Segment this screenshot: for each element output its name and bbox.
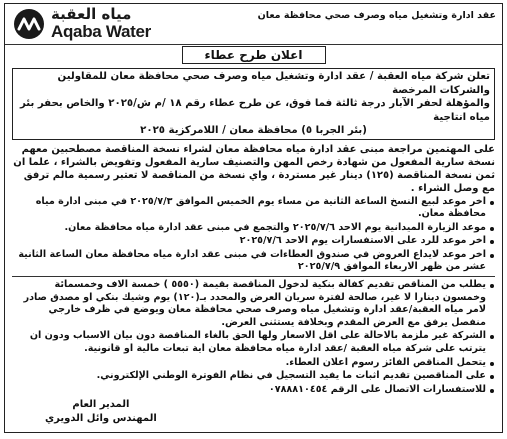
intro-box <box>12 68 495 140</box>
divider <box>12 276 495 277</box>
aqaba-water-logo-icon <box>13 8 45 40</box>
list-item: يتحمل المناقص الفائز رسوم اعلان العطاء. <box>12 357 495 370</box>
signature-block <box>45 398 157 426</box>
ad-title: اعلان طرح عطاء <box>182 46 326 64</box>
list-item: اخر موعد لبيع النسخ الساعة الثانية من مساء يوم الخميس الموافق ٢٠٢٥/٧/٣ في مبنى ادارة مياه محافظة معان. <box>12 196 495 221</box>
header <box>5 4 502 44</box>
list-item: اخر موعد للرد على الاستفسارات يوم الاحد ٢٠٢٥/٧/٦ <box>12 235 495 248</box>
intro-line-2: والمؤهلة لحفر الآبار درجة ثالثة فما فوق، عن طرح عطاء رقم ١٨ /م ش/٢٠٢٥ والخاص بحفر بئر مياه انتاجية <box>19 98 490 123</box>
list-item: موعد الزيارة الميدانية يوم الاحد ٢٠٢٥/٧/٦ والتجمع في مبنى عقد ادارة مياه محافظة معان. <box>12 222 495 235</box>
instructions-paragraph: على المهتمين مراجعة مبنى عقد ادارة مياه محافظة معان لشراء نسخة المناقصة مصطحبين معهم نسخة سارية المفعول من شهادة رخص المهن والتصنيف سارية المفعول وتفويض بالشراء ، علما ان ثمن نسخة المناقصة (١٢٥) دينار غير مستردة ، واي نسخة من المناقصة لا تعتبر رسمية مالم ترفق مع وصل الشراء . <box>13 143 495 194</box>
list-item: اخر موعد لايداع العروض في صندوق العطاءات في مبنى عقد ادارة مياه محافظة معان الساعة الثانية عشر من ظهر الاربعاء الموافق ٢٠٢٥/٧/٩ <box>12 249 495 274</box>
list-item: يطلب من المناقص تقديم كفالة بنكية لدخول المناقصة بقيمة (٥٥٥٠ ) خمسة الاف وخمسمائة وخمسون دينارا لا غير، صالحة لفترة سريان العرض والمحدد بـ(١٢٠) يوم وشيك بنكي او مصدق صادر لامر مياه العقبة/عقد ادارة وتشغيل مياه وصرف صحي محافظة معان ويوضع في ظرف خارجي منفصل يرفق مع العرض المقدم وبخلافة يستثنى العرض. <box>12 279 495 329</box>
advertisement <box>4 3 503 433</box>
list-item: على المناقصين تقديم اثبات ما يفيد التسجيل في نظام الفوترة الوطني الإلكتروني. <box>12 370 495 383</box>
intro-line-3: (بئر الجربا ٥) محافظة معان / اللامركزية ٢٠٢٥ <box>140 125 367 136</box>
logo-arabic-text: مياه العقبة <box>51 5 132 23</box>
intro-line-1: تعلن شركة مياه العقبة / عقد ادارة وتشغيل مياه وصرف صحي محافظة معان للمقاولين والشركات المرخصة <box>57 71 490 96</box>
schedule-list <box>12 196 495 275</box>
signature-role: المدير العام <box>72 399 130 410</box>
header-contract-text: عقد ادارة وتشغيل مياه وصرف صحي محافظة معان <box>257 10 496 21</box>
list-item: للاستفسارات الاتصال على الرقم ٠٧٨٨٨١٠٤٥٤ <box>12 384 495 397</box>
header-divider <box>5 44 502 45</box>
conditions-list <box>12 279 495 396</box>
signature-name: المهندس وائل الدويري <box>45 413 157 424</box>
logo-english-text: Aqaba Water <box>51 22 151 41</box>
list-item: الشركة غير ملزمة بالاحالة على اقل الاسعار ولها الحق بالغاء المناقصة دون بيان الاسباب ودون ان يترتب على شركة مياه العقبة /عقد ادارة مياه محافظة معان اية تبعات مالية او قانونية. <box>12 330 495 355</box>
ad-body <box>5 68 502 396</box>
logo <box>13 6 151 41</box>
